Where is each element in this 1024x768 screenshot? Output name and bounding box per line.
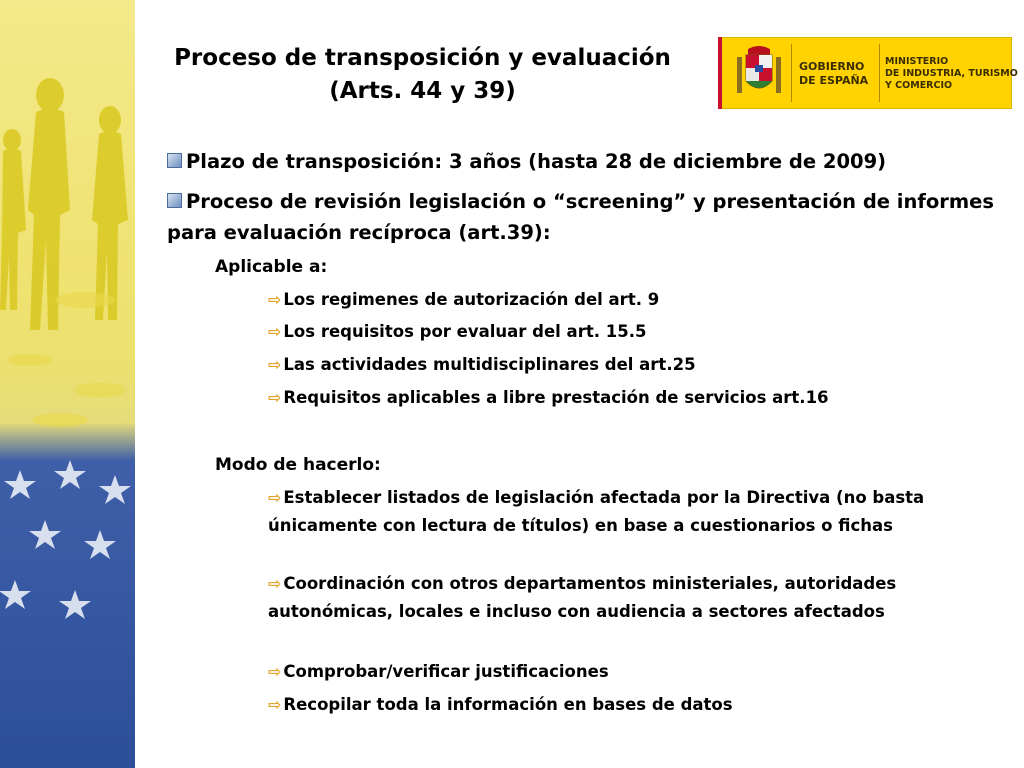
square-bullet-icon [167, 153, 182, 168]
gobierno-label: GOBIERNO DE ESPAÑA [799, 60, 869, 87]
list-item: ⇨ Los regimenes de autorización del art. 9 [268, 290, 660, 309]
arrow-right-icon: ⇨ [268, 355, 282, 374]
section-label-modo: Modo de hacerlo: [215, 455, 381, 475]
arrow-right-icon: ⇨ [268, 290, 282, 309]
slide-title [140, 42, 705, 108]
list-item: ⇨ Recopilar toda la información en bases de datos [268, 695, 733, 714]
section-label-aplicable: Aplicable a: [215, 257, 328, 277]
arrow-right-icon: ⇨ [268, 662, 282, 681]
coat-of-arms-icon [734, 43, 784, 103]
government-logo [718, 37, 1018, 109]
people-silhouettes-graphic [0, 0, 135, 768]
ministerio-label: MINISTERIO DE INDUSTRIA, TURISMO Y COMERCIO [885, 56, 1018, 91]
arrow-right-icon: ⇨ [268, 695, 282, 714]
bullet-text: Proceso de revisión legislación o “screening” y presentación de informes para evaluación recíproca (art.39): [167, 190, 995, 244]
list-item: ⇨ Establecer listados de legislación afectada por la Directiva (no basta únicamente con lectura de títulos) en base a cuestionarios o fichas [268, 488, 925, 535]
list-item: ⇨ Los requisitos por evaluar del art. 15.5 [268, 322, 647, 341]
title-line-2: (Arts. 44 y 39) [329, 78, 516, 104]
arrow-right-icon: ⇨ [268, 322, 282, 341]
logo-divider [791, 44, 792, 102]
bullet-text: Plazo de transposición: 3 años (hasta 28 de diciembre de 2009) [186, 150, 887, 173]
logo-divider [879, 44, 880, 102]
list-item: ⇨ Coordinación con otros departamentos ministeriales, autoridades autonómicas, locales e incluso con audiencia a sectores afectados [268, 574, 897, 621]
decorative-side-band [0, 0, 135, 768]
list-item: ⇨ Comprobar/verificar justificaciones [268, 662, 609, 681]
arrow-right-icon: ⇨ [268, 388, 282, 407]
bullet-item [167, 186, 1017, 248]
bullet-item [167, 150, 886, 173]
list-item: ⇨ Requisitos aplicables a libre prestación de servicios art.16 [268, 388, 829, 407]
square-bullet-icon [167, 193, 182, 208]
arrow-right-icon: ⇨ [268, 574, 282, 593]
arrow-right-icon: ⇨ [268, 488, 282, 507]
list-item: ⇨ Las actividades multidisciplinares del art.25 [268, 355, 696, 374]
title-line-1: Proceso de transposición y evaluación [174, 45, 671, 71]
logo-red-edge [718, 37, 722, 109]
